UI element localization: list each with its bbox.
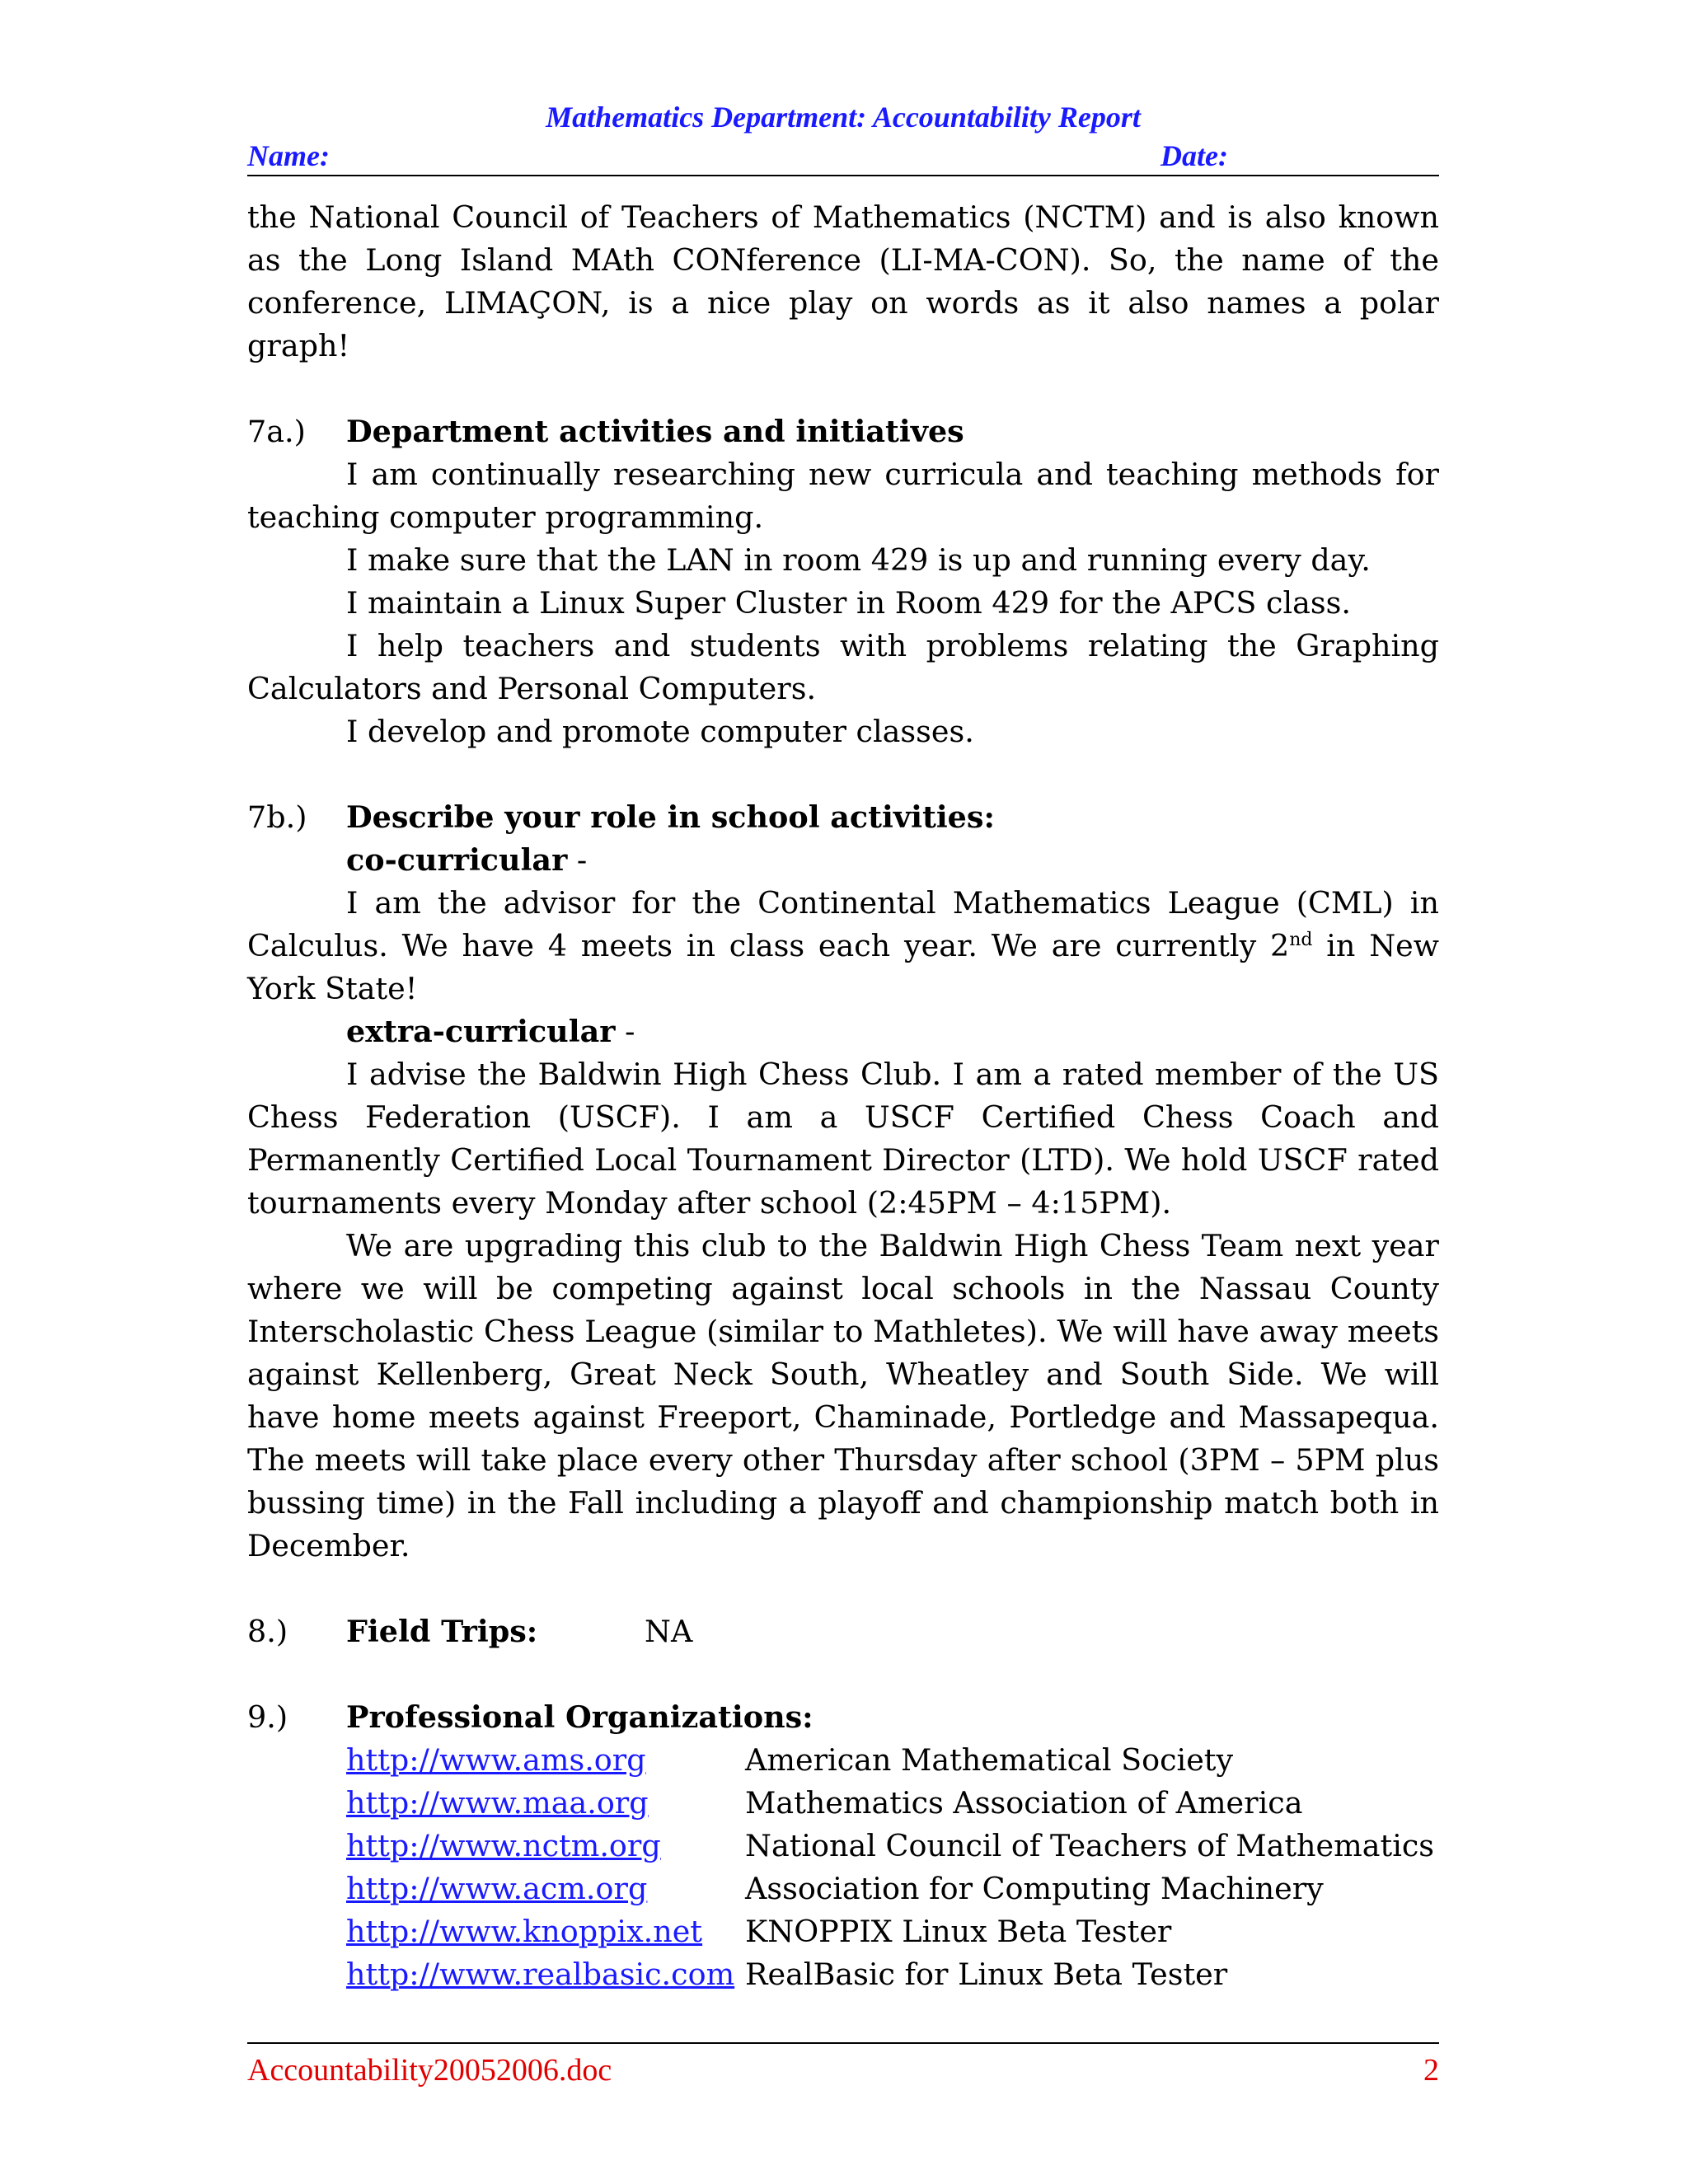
field-trips-label: Field Trips: xyxy=(346,1614,538,1649)
section-7a xyxy=(247,410,1439,453)
document-body xyxy=(247,196,1439,1996)
org-row xyxy=(247,1910,1439,1953)
footer-page-number: 2 xyxy=(1423,2053,1439,2088)
date-label: Date: xyxy=(1160,139,1228,172)
paragraph: I am continually researching new curricula and teaching methods for teaching computer programming. xyxy=(247,457,1439,535)
extra-curricular-label-row: extra-curricular - xyxy=(346,1014,635,1049)
org-link[interactable]: http://www.acm.org xyxy=(346,1871,648,1906)
org-link[interactable]: http://www.ams.org xyxy=(346,1742,646,1778)
paragraph: I make sure that the LAN in room 429 is up and running every day. xyxy=(346,542,1371,578)
report-title: Mathematics Department: Accountability Report xyxy=(546,101,1141,134)
org-name: National Council of Teachers of Mathematics xyxy=(745,1828,1435,1863)
org-link[interactable]: http://www.realbasic.com xyxy=(346,1957,735,1992)
header-row xyxy=(247,138,1439,176)
org-row xyxy=(247,1953,1439,1996)
co-curricular-paragraph: I am the advisor for the Continental Mathematics League (CML) in Calculus. We have 4 meets in class each year. We are currently 2nd in New York State! xyxy=(247,885,1439,1006)
section-9 xyxy=(247,1696,1439,1739)
org-name: American Mathematical Society xyxy=(745,1742,1234,1778)
org-name: Mathematics Association of America xyxy=(745,1785,1303,1821)
section-number: 7b.) xyxy=(247,799,307,835)
co-curricular-label: co-curricular xyxy=(346,842,568,878)
org-name: RealBasic for Linux Beta Tester xyxy=(745,1957,1228,1992)
paragraph: I advise the Baldwin High Chess Club. I am a rated member of the US Chess Federation (USCF). I am a USCF Certified Chess Coach and Permanently Certified Local Tournament Director (LTD). We hold USCF rated tournaments every Monday after school (2:45PM – 4:15PM). xyxy=(247,1057,1439,1221)
field-trips-value: NA xyxy=(645,1614,693,1649)
org-link[interactable]: http://www.maa.org xyxy=(346,1785,649,1821)
name-label: Name: xyxy=(247,139,330,172)
org-name: KNOPPIX Linux Beta Tester xyxy=(745,1914,1172,1949)
section-number: 9.) xyxy=(247,1699,288,1735)
paragraph: I maintain a Linux Super Cluster in Room 429 for the APCS class. xyxy=(346,585,1351,621)
org-link[interactable]: http://www.nctm.org xyxy=(346,1828,661,1863)
org-row xyxy=(247,1868,1439,1910)
page-footer xyxy=(247,2042,1439,2088)
section-heading: Professional Organizations: xyxy=(346,1699,814,1735)
org-name: Association for Computing Machinery xyxy=(745,1871,1324,1906)
org-link[interactable]: http://www.knoppix.net xyxy=(346,1914,703,1949)
section-number: 7a.) xyxy=(247,414,306,449)
paragraph: We are upgrading this club to the Baldwin High Chess Team next year where we will be competing against local schools in the Nassau County Interscholastic Chess League (similar to Mathletes). We will have away meets against Kellenberg, Great Neck South, Wheatley and South Side. We will have home meets against Freeport, Chaminade, Portledge and Massapequa. The meets will take place every other Thursday after school (3PM – 5PM plus bussing time) in the Fall including a playoff and championship match both in December. xyxy=(247,1228,1439,1563)
org-row xyxy=(247,1825,1439,1868)
footer-filename: Accountability20052006.doc xyxy=(247,2053,612,2088)
section-8 xyxy=(247,1610,1439,1653)
intro-paragraph: the National Council of Teachers of Mathematics (NCTM) and is also known as the Long Island MAth CONference (LI-MA-CON). So, the name of the conference, LIMAÇON, is a nice play on words as it also names a polar graph! xyxy=(247,199,1439,363)
section-7b xyxy=(247,796,1439,839)
section-heading: Describe your role in school activities: xyxy=(346,799,995,835)
section-number: 8.) xyxy=(247,1614,288,1649)
section-heading: Department activities and initiatives xyxy=(346,414,964,449)
paragraph: I develop and promote computer classes. xyxy=(346,714,974,749)
extra-curricular-label: extra-curricular xyxy=(346,1014,616,1049)
org-row xyxy=(247,1782,1439,1825)
paragraph: I help teachers and students with problems relating the Graphing Calculators and Personal Computers. xyxy=(247,628,1439,706)
org-row xyxy=(247,1739,1439,1782)
co-curricular-label-row: co-curricular - xyxy=(346,842,588,878)
